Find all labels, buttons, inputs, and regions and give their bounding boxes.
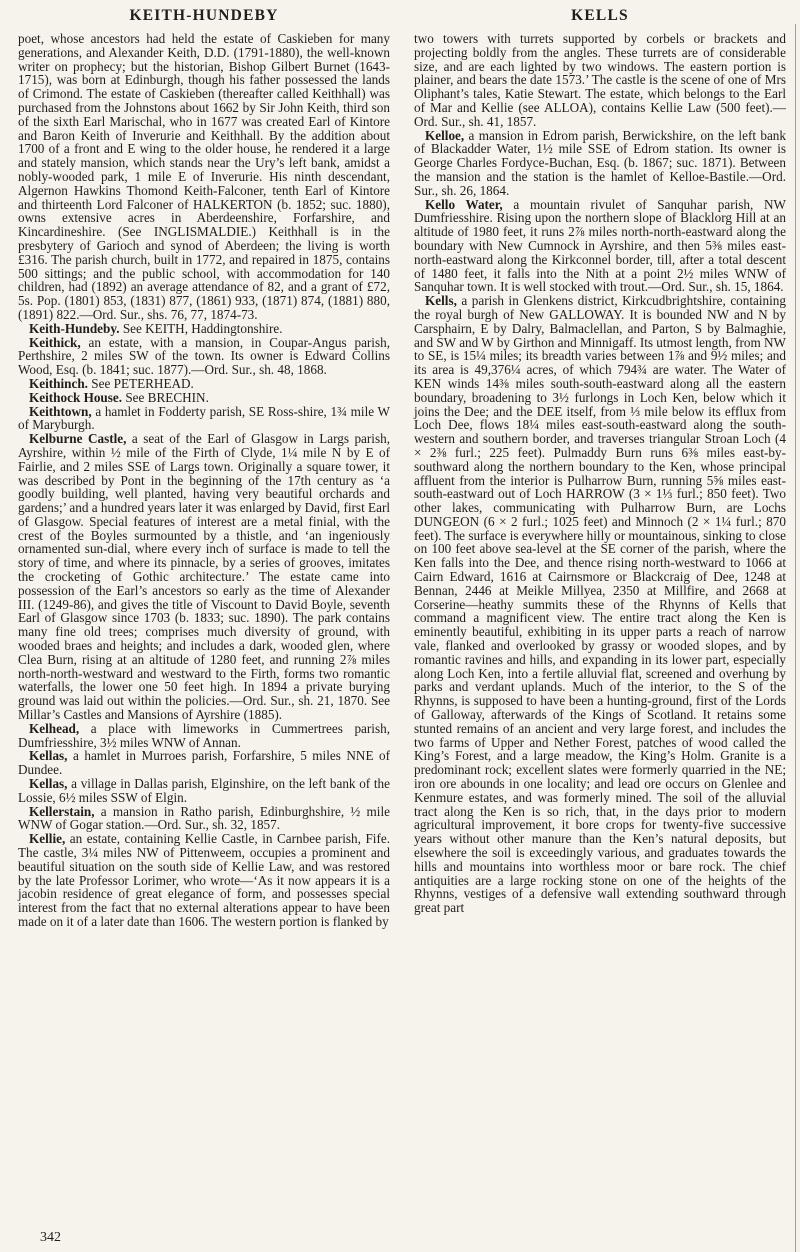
entry-body: a hamlet in Fodderty parish, SE Ross-shire, 1¾ mile W of Maryburgh. bbox=[18, 403, 390, 433]
entry-kelloe bbox=[414, 129, 786, 198]
entry-lead: Keithock House. bbox=[29, 389, 123, 405]
entry-kelhead bbox=[18, 722, 390, 750]
entry-lead: Keithtown, bbox=[29, 403, 92, 419]
entry-body: an estate, containing Kellie Castle, in Carnbee parish, Fife. The castle, 3¼ miles NW of Pittenweem, occupies a prominent and beautiful situation on the south side of Kellie Law, and was restored by the late Professor Lorimer, who wrote—‘As it now appears it is a jacobin residence of great elegance of form, and possesses special interest from the fact that no external alterations appear to have been made on it of a later date than 1606. The western portion is flanked by bbox=[18, 831, 390, 929]
entry-keithtown bbox=[18, 405, 390, 433]
running-head-right: KELLS bbox=[571, 7, 629, 24]
entry-kellie-continued bbox=[414, 32, 786, 129]
entry-lead: Kellie, bbox=[29, 831, 66, 847]
left-column bbox=[18, 32, 390, 929]
entry-lead: Keithinch. bbox=[29, 375, 88, 391]
entry-keithhall-continued bbox=[18, 32, 390, 322]
entry-lead: Keithick, bbox=[29, 334, 81, 350]
running-head-left: KEITH-HUNDEBY bbox=[129, 7, 279, 24]
entry-kellerstain bbox=[18, 805, 390, 833]
entry-body: See KEITH, Haddingtonshire. bbox=[119, 320, 283, 336]
entry-keith-hundeby bbox=[18, 322, 390, 336]
entry-lead: Kelloe, bbox=[425, 127, 465, 143]
entry-keithick bbox=[18, 336, 390, 377]
entry-lead: Kelhead, bbox=[29, 720, 80, 736]
entry-body: a mountain rivulet of Sanquhar parish, NW Dumfriesshire. Rising upon the northern slope of Blacklorg Hill at an altitude of 1980 feet, it runs 2⅞ miles north-north-eastward along the boundary with New Cumnock in Ayrshire, and then 5⅜ miles east-north-eastward along the Kirkconnel border, till, after a total descent of 1480 feet, it falls into the Nith at a point 2½ miles WNW of Sanquhar town. It is well stocked with trout.—Ord. Sur., sh. 15, 1864. bbox=[414, 196, 786, 295]
entry-lead: Kells, bbox=[425, 293, 457, 309]
entry-body: an estate, with a mansion, in Coupar-Angus parish, Perthshire, 2 miles SW of the town. Its owner is Edward Collins Wood, Esq. (b. 1841; suc. 1877).—Ord. Sur., sh. 48, 1868. bbox=[18, 334, 390, 378]
entry-body: a mansion in Edrom parish, Berwickshire, on the left bank of Blackadder Water, 1½ mile SSE of Edrom station. Its owner is George Charles Fordyce-Buchan, Esq. (b. 1867; suc. 1871). Between the mansion and the station is the hamlet of Kelloe-Bastile.—Ord. Sur., sh. 26, 1864. bbox=[414, 127, 786, 198]
running-head-row bbox=[18, 7, 786, 25]
entry-kelburne-castle bbox=[18, 432, 390, 722]
entry-body: a seat of the Earl of Glasgow in Largs parish, Ayrshire, within ½ mile of the Firth of Clyde, 1¼ mile N by E of Fairlie, and 2 miles SSE of Largs town. Originally a square tower, it was described by Pont in the beginning of the 17th century as ‘a goodly building, well planted, having very beautiful orchards and gardens;’ and a hundred years later it was enlarged by David, first Earl of Glasgow. Special features of interest are a metal finial, with the crest of the Boyles surmounted by a thistle, and ‘an ingeniously ornamented sun-dial, where every inch of surface is made to tell the story of time, and where its pinnacle, by a series of grooves, imitates the crocketing of Gothic architecture.’ The estate came into possession of the Earl’s ancestors so early as the time of Alexander III. (1249-86), and gives the title of Viscount to David Boyle, seventh Earl of Glasgow since 1703 (b. 1833; suc. 1890). The park contains many fine old trees; comprises much diversity of ground, with wooded braes and heights; and includes a dark, wooded glen, where Clea Burn, rising at an altitude of 1280 feet, and running 2⅞ miles north-north-westward and westward to the Firth, forms two romantic waterfalls, the lower one 50 feet high. In 1894 a private burying ground was laid out within the policies.—Ord. Sur., sh. 21, 1870. See Millar’s Castles and Mansions of Ayrshire (1885). bbox=[18, 431, 390, 723]
entry-body: poet, whose ancestors had held the estate of Caskieben for many generations, and Alexander Keith, D.D. (1791-1880), the well-known writer on prophecy; but the historian, Bishop Gilbert Burnet (1643-1715), was born at Edinburgh, though his father possessed the lands of Crimond. The estate of Caskieben (thereafter called Keithhall) was purchased from the Johnstons about 1662 by Sir John Keith, third son of the sixth Earl Marischal, who in 1677 was created Earl of Kintore and Baron Keith of Inverurie and Keithhall. By the addition about 1700 of a front and E wing to the older house, he rendered it a large and stately mansion, which stands near the Ury’s left bank, amidst a nobly-wooded park, 1 mile E of Inverurie. His ninth descendant, Algernon Hawkins Thomond Keith-Falconer, tenth Earl of Kintore and thirteenth Lord Falconer of HALKERTON (b. 1852; suc. 1880), owns extensive acres in Aberdeenshire, Forfarshire, and Kincardineshire. (See INGLISMALDIE.) Keithhall is in the presbytery of Garioch and synod of Aberdeen; the living is worth £316. The parish church, built in 1772, and repaired in 1875, contains 500 sittings; and the public school, with accommodation for 140 children, had (1892) an average attendance of 82, and a grant of £72, 5s. Pop. (1801) 853, (1831) 877, (1861) 933, (1871) 874, (1881) 880, (1891) 822.—Ord. Sur., shs. 76, 77, 1874-73. bbox=[18, 31, 390, 322]
entry-body: a mansion in Ratho parish, Edinburghshire, ½ mile WNW of Gogar station.—Ord. Sur., sh. 32, 1857. bbox=[18, 803, 390, 833]
entry-body: a parish in Glenkens district, Kirkcudbrightshire, containing the royal burgh of New GALLOWAY. It is bounded NW and N by Carsphairn, E by Dalry, Balmaclellan, and Parton, S by Balmaghie, and SW and W by Girthon and Minnigaff. Its utmost length, from NW to SE, is 15¼ miles; its breadth varies between 1⅞ and 9½ miles; and its area is 49,376¼ acres, of which 794¾ are water. The Water of KEN winds 14⅜ miles south-south-eastward along all the eastern boundary, broadening to 3½ furlongs in Loch Ken, below which it joins the Dee; and the DEE itself, from ⅓ mile below its efflux from Loch Dee, flows 18¼ miles east-south-eastward along the south-western and southern border, and traverses triangular Stroan Loch (4 × 2⅜ furl.; 225 feet). Pulmaddy Burn runs 6⅜ miles east-by-southward along the northern boundary to the Ken, whose principal affluent from the interior is Pulharrow Burn, running 5⅝ miles east-south-eastward out of Loch HARROW (3 × 1⅓ furl.; 850 feet). Two other lakes, communicating with Pulharrow Burn, are Lochs DUNGEON (6 × 2 furl.; 1025 feet) and Minnoch (2 × 1¼ furl.; 870 feet). The surface is everywhere hilly or mountainous, sinking to close on 100 feet above sea-level at the SE corner of the parish, where the Ken falls into the Dee, and thence rising north-westward to 1066 at Cairn Edward, 1616 at Cairnsmore or Blackcraig of Dee, 1248 at Bennan, 2446 at Meikle Millyea, 2350 at Millfire, and 2668 at Corserine—heathy summits these of the Rhynns of Kells that command a magnificent view. The entire tract along the Ken is eminently beautiful, exhibiting in its upper parts a reach of narrow vale, flanked and overlooked by grassy or wooded slopes, and by romantic ravines and hills, and expanding in its lower part, especially along Loch Ken, into a fertile alluvial flat, screened and overhung by parks and verdant uplands. Much of the interior, to the S of the Rhynns, is supposed to have been a hunting-ground, first of the Lords of Galloway, afterwards of the Kings of Scotland. It retains some stunted remains of an ancient and very large forest, and includes the two farms of Upper and Nether Forest, patches of wood called the King’s Forest, and a large meadow, the King’s Holm. Granite is a predominant rock; excellent slates were formerly quarried in the NE; iron ore abounds in one locality; and lead ore occurs on Glenlee and Kenmure estates, and was formerly mined. The soil of the alluvial tract along the Ken is so rich, that, in the days prior to modern agricultural improvement, it bore crops for twenty-five successive years without other manure than the Ken’s natural deposits, but elsewhere the soil is exceedingly various, and graduates towards the hills and mountains into worthless moor or bare rock. The chief antiquities are a large rocking stone on one of the heights of the Rhynns, vestiges of a defensive wall extending southward through great part bbox=[414, 293, 786, 916]
text-columns bbox=[18, 32, 786, 929]
entry-body: a village in Dallas parish, Elginshire, on the left bank of the Lossie, 6½ miles SSW of Elgin. bbox=[18, 776, 390, 805]
entry-lead: Kellerstain, bbox=[29, 803, 95, 819]
entry-body: See PETERHEAD. bbox=[87, 375, 194, 391]
scan-edge-line bbox=[795, 24, 797, 1252]
entry-lead: Kellas, bbox=[29, 748, 68, 764]
entry-kellas-murroes bbox=[18, 749, 390, 777]
entry-body: a hamlet in Murroes parish, Forfarshire, 5 miles NNE of Dundee. bbox=[18, 748, 390, 778]
right-column bbox=[414, 32, 786, 929]
entry-lead: Kelburne Castle, bbox=[29, 431, 127, 447]
entry-body: See BRECHIN. bbox=[122, 389, 209, 405]
entry-body: a place with limeworks in Cummertrees parish, Dumfriesshire, 3½ miles WNW of Annan. bbox=[18, 720, 390, 750]
entry-keithock-house bbox=[18, 391, 390, 405]
entry-keithinch bbox=[18, 377, 390, 391]
entry-kells bbox=[414, 294, 786, 915]
entry-kellas-dallas bbox=[18, 777, 390, 805]
entry-lead: Kellas, bbox=[29, 776, 68, 792]
page-number: 342 bbox=[40, 1230, 61, 1245]
entry-body: two towers with turrets supported by corbels or brackets and projecting boldly from the angles. These turrets are of considerable size, and are each lighted by two windows. The eastern portion is plainer, and bears the date 1573.’ The castle is the scene of one of Mrs Oliphant’s tales, Katie Stewart. The estate, which belongs to the Earl of Mar and Kellie (see ALLOA), contains Kellie Law (500 feet).—Ord. Sur., sh. 41, 1857. bbox=[414, 31, 786, 129]
entry-kellie bbox=[18, 832, 390, 929]
entry-lead: Keith-Hundeby. bbox=[29, 320, 120, 336]
entry-lead: Kello Water, bbox=[425, 196, 503, 212]
entry-kello-water bbox=[414, 198, 786, 295]
